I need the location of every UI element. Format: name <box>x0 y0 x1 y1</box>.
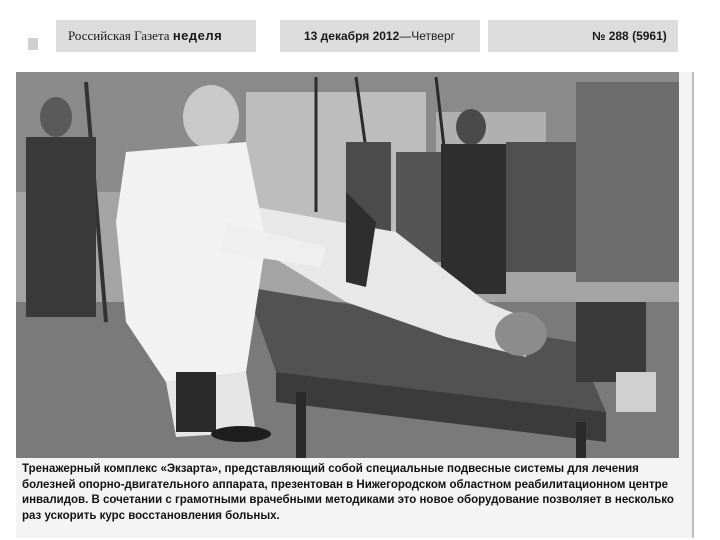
scan-speck <box>28 38 38 50</box>
weekday: Четверг <box>411 29 456 43</box>
rehabilitation-scene-illustration <box>16 72 679 458</box>
photo-caption: Тренажерный комплекс «Экзарта», представляющий собой специальные подвесные системы для лечения болезней опорно-двигательного аппарата, презентован в Нижегородском областном реабилитационном центре инвалидов. В сочетании с грамотными врачебными методиками это новое оборудование позволяет в несколько раз ускорить курс восстановления больных. <box>22 463 674 522</box>
news-photo <box>16 72 679 458</box>
newspaper-clipping <box>16 72 694 538</box>
issue-number-bar <box>488 20 678 52</box>
section-name: неделя <box>172 28 223 43</box>
newspaper-masthead <box>56 20 256 52</box>
issue-date: 13 декабря 2012—Четверг <box>304 29 456 43</box>
issue-date-bar <box>280 20 480 52</box>
publication-name: Российская Газета неделя <box>68 28 223 43</box>
issue-number: № 288 (5961) <box>592 29 667 43</box>
